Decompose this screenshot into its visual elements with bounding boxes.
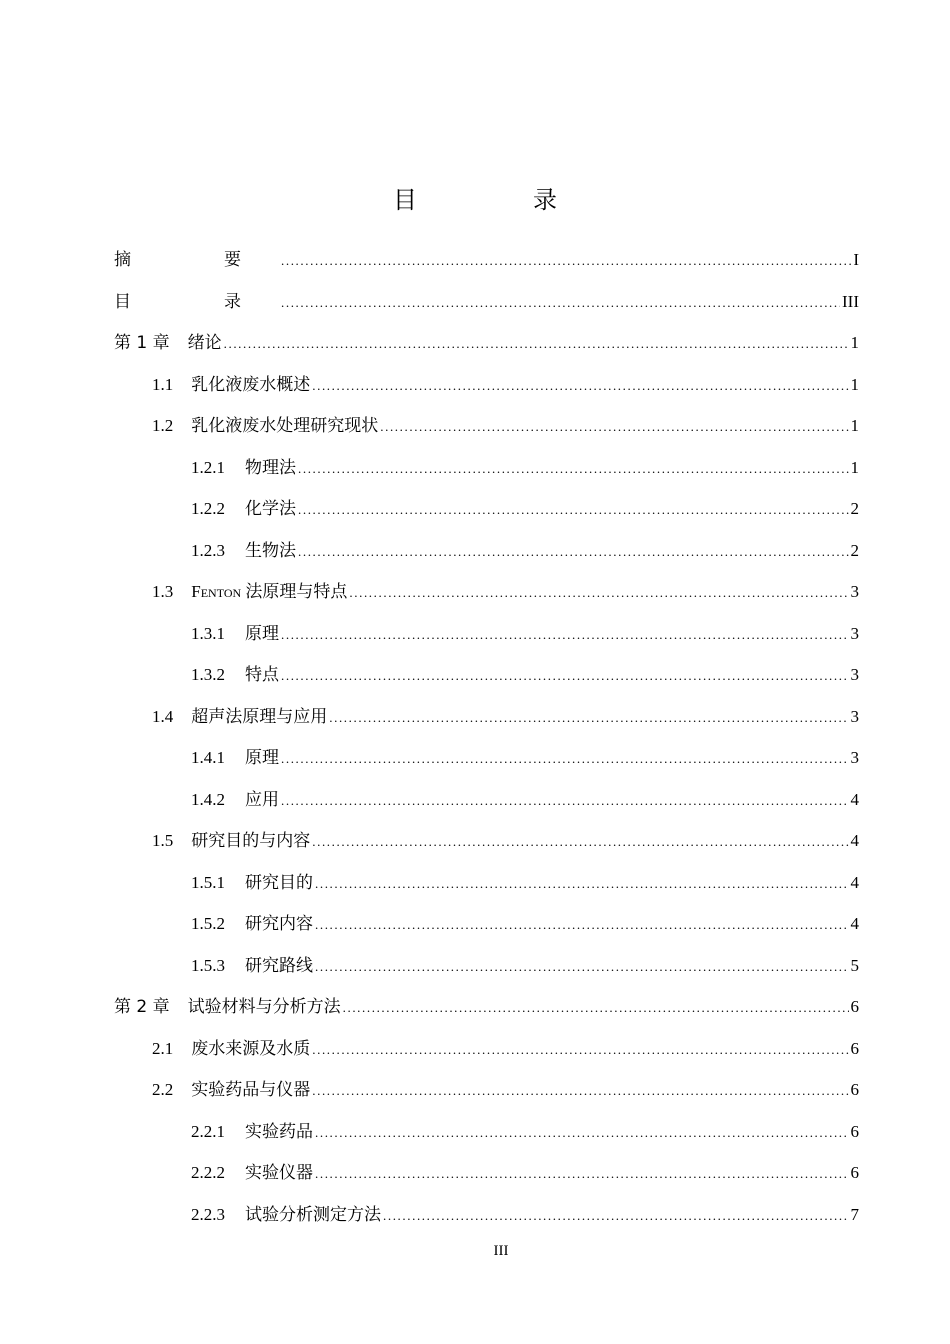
toc-entry-number: 1.1 — [152, 374, 174, 394]
toc-entry[interactable] — [114, 494, 859, 536]
page-footer — [0, 1243, 950, 1260]
toc-dot-leader — [281, 749, 849, 769]
toc-entry[interactable] — [114, 577, 859, 619]
toc-entry-title: 研究目的 — [245, 872, 313, 892]
toc-entry-number: 1.5 — [152, 831, 174, 850]
toc-entry[interactable] — [114, 826, 859, 868]
toc-entry-number: 1.3.1 — [191, 623, 225, 643]
toc-entry-page: I — [853, 250, 859, 269]
toc-entry[interactable] — [114, 245, 859, 287]
toc-entry-number: 第 2 章 — [114, 997, 170, 1017]
toc-dot-leader — [329, 708, 848, 728]
toc-entry[interactable] — [114, 411, 859, 453]
toc-entry-title: 生物法 — [245, 540, 296, 560]
toc-entry[interactable] — [114, 536, 859, 578]
toc-entry-number: 1.5.1 — [191, 872, 225, 892]
toc-entry-page: 3 — [850, 665, 859, 684]
toc-entry-page: 1 — [850, 374, 859, 394]
toc-entry-title: 特点 — [245, 665, 279, 684]
toc-entry[interactable] — [114, 328, 859, 370]
toc-dot-leader — [343, 998, 849, 1018]
toc-entry-page: 4 — [850, 831, 859, 850]
toc-dot-leader — [312, 376, 848, 396]
toc-entry-title: 实验药品 — [245, 1121, 313, 1141]
toc-entry-page: 6 — [850, 1038, 859, 1058]
toc-entry-page: 3 — [850, 623, 859, 643]
toc-dot-leader — [312, 1081, 848, 1101]
toc-entry[interactable] — [114, 992, 859, 1034]
toc-dot-leader — [281, 625, 849, 645]
toc-entry-number: 1.4.2 — [191, 789, 225, 809]
toc-entry-title: 废水来源及水质 — [191, 1038, 311, 1058]
toc-entry-title: 摘 要 — [114, 250, 279, 270]
toc-entry-page: 3 — [850, 582, 859, 601]
toc-entry-number: 2.2.2 — [191, 1163, 225, 1182]
toc-entry-page: 5 — [850, 955, 859, 975]
toc-entry-title: 研究目的与内容 — [191, 831, 311, 850]
toc-entry-number: 1.2.3 — [191, 540, 225, 560]
toc-dot-leader — [312, 832, 848, 852]
toc-entry-title — [191, 577, 347, 607]
toc-entry[interactable] — [114, 785, 859, 827]
toc-entry[interactable] — [114, 1075, 859, 1117]
toc-entry-title: 原理 — [245, 748, 279, 767]
toc-entry-title: 物理法 — [245, 457, 296, 477]
toc-dot-leader — [380, 417, 848, 437]
toc-entry-title: 研究路线 — [245, 955, 313, 975]
toc-entry-page: 4 — [850, 914, 859, 933]
toc-entry-number: 2.2.3 — [191, 1204, 225, 1224]
toc-entry-page: 6 — [850, 997, 859, 1016]
toc-entry[interactable] — [114, 1158, 859, 1200]
toc-dot-leader — [315, 957, 849, 977]
toc-entry-title-text: 法原理与特点 — [241, 582, 348, 601]
toc-entry-title: 实验药品与仪器 — [191, 1080, 311, 1099]
toc-entry-number: 1.2 — [152, 416, 174, 435]
toc-entry-number: 1.4 — [152, 706, 174, 726]
toc-entry-number: 1.2.1 — [191, 457, 225, 477]
table-of-contents — [114, 245, 859, 1241]
toc-entry-title: 试验材料与分析方法 — [187, 997, 341, 1017]
toc-dot-leader — [281, 666, 849, 686]
toc-entry-title: 研究内容 — [245, 914, 313, 933]
toc-entry-page: 3 — [850, 748, 859, 767]
toc-entry-title: 应用 — [245, 789, 279, 809]
toc-entry-page: 2 — [850, 540, 859, 560]
toc-entry-page: 6 — [850, 1121, 859, 1141]
toc-entry-page: 6 — [850, 1080, 859, 1099]
toc-entry-title: 绪论 — [187, 333, 222, 353]
toc-dot-leader — [298, 500, 849, 520]
toc-entry[interactable] — [114, 1117, 859, 1159]
toc-entry[interactable] — [114, 453, 859, 495]
page-number: III — [493, 1243, 509, 1259]
toc-entry[interactable] — [114, 370, 859, 412]
toc-dot-leader — [298, 542, 849, 562]
toc-dot-leader — [315, 1164, 849, 1184]
toc-entry-number: 1.5.2 — [191, 914, 225, 933]
toc-entry-number: 1.4.1 — [191, 748, 225, 767]
toc-entry-page: 2 — [850, 499, 859, 518]
toc-entry[interactable] — [114, 951, 859, 993]
toc-entry-title: 目 录 — [114, 291, 279, 312]
toc-entry[interactable] — [114, 743, 859, 785]
toc-dot-leader — [281, 251, 851, 271]
toc-entry[interactable] — [114, 619, 859, 661]
toc-entry-page: 3 — [850, 706, 859, 726]
toc-entry-page: 4 — [850, 789, 859, 809]
toc-entry-title: 化学法 — [245, 499, 296, 518]
toc-dot-leader — [315, 1123, 849, 1143]
toc-entry-number: 2.2.1 — [191, 1121, 225, 1141]
toc-entry-page: 4 — [850, 872, 859, 892]
toc-entry[interactable] — [114, 1200, 859, 1242]
toc-entry-number: 1.3 — [152, 582, 174, 601]
toc-dot-leader — [315, 915, 849, 935]
toc-entry-title: 乳化液废水处理研究现状 — [191, 416, 379, 435]
toc-entry-number: 第 1 章 — [114, 333, 170, 353]
toc-entry-number: 1.2.2 — [191, 499, 225, 518]
toc-title: 目 录 — [393, 186, 603, 214]
toc-entry-page: 1 — [850, 333, 859, 352]
toc-entry-page: III — [842, 291, 859, 311]
toc-entry-number: 1.5.3 — [191, 955, 225, 975]
toc-entry-number: 2.2 — [152, 1080, 174, 1099]
toc-entry-page: 1 — [850, 416, 859, 435]
toc-entry-page: 1 — [850, 457, 859, 477]
toc-dot-leader — [349, 583, 848, 603]
toc-entry-page: 6 — [850, 1163, 859, 1182]
toc-entry-title: 实验仪器 — [245, 1163, 313, 1182]
toc-entry-title-prefix: Fenton — [191, 582, 242, 601]
toc-dot-leader — [315, 874, 849, 894]
toc-dot-leader — [281, 293, 840, 313]
toc-entry[interactable] — [114, 1034, 859, 1076]
toc-dot-leader — [224, 334, 849, 354]
toc-entry[interactable] — [114, 287, 859, 329]
toc-dot-leader — [298, 459, 849, 479]
toc-entry[interactable] — [114, 868, 859, 910]
toc-dot-leader — [281, 791, 849, 811]
toc-entry-title: 原理 — [245, 623, 279, 643]
toc-entry-number: 2.1 — [152, 1038, 174, 1058]
toc-dot-leader — [312, 1040, 848, 1060]
toc-entry-page: 7 — [850, 1204, 859, 1224]
toc-entry[interactable] — [114, 909, 859, 951]
toc-dot-leader — [383, 1206, 849, 1226]
toc-entry[interactable] — [114, 660, 859, 702]
toc-entry[interactable] — [114, 702, 859, 744]
toc-entry-title: 超声法原理与应用 — [191, 706, 328, 726]
toc-entry-title: 乳化液废水概述 — [191, 374, 311, 394]
toc-entry-number: 1.3.2 — [191, 665, 225, 684]
toc-entry-title: 试验分析测定方法 — [245, 1204, 381, 1224]
